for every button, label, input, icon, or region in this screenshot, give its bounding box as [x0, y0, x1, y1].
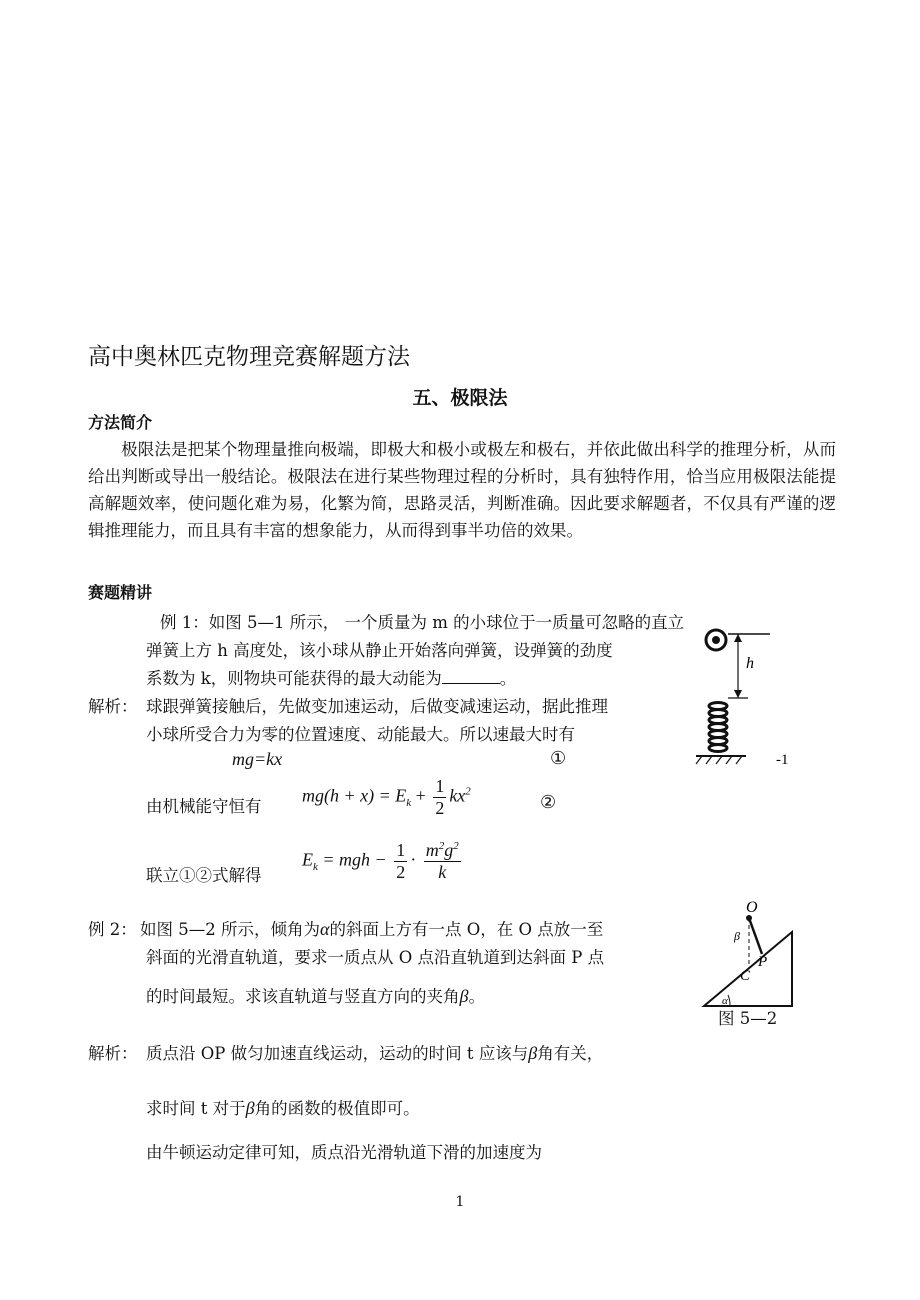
- example1-solution-label: 解析：: [88, 697, 138, 716]
- example2-line1: 如图 5—2 所示，倾角为α的斜面上方有一点 O，在 O 点放一至: [140, 919, 604, 939]
- answer-blank: [442, 669, 500, 684]
- energy-conservation-label: 由机械能守恒有: [146, 797, 262, 816]
- equation-2: $mg(h + x) = E_k$ + $\frac{1}{2}$ $kx^2$: [302, 776, 471, 818]
- equation-1: mg=kx: [232, 749, 283, 769]
- figure-5-1: [688, 626, 800, 776]
- section-title: 五、极限法: [412, 387, 508, 409]
- straight-track: [749, 918, 762, 954]
- m2g2-over-k: $\frac{m^2g^2}{k}$: [425, 840, 459, 882]
- label-p: P: [758, 954, 768, 970]
- half-fraction-2: $\frac{1}{2}$: [396, 840, 406, 882]
- intro-paragraph: 极限法是把某个物理量推向极端，即极大和极小或极左和极右，并依此做出科学的推理分析，从而给出判断或导出一般结论。极限法在进行某些物理过程的分析时，具有独特作用，恰当应用极限法能提高解题效率，使问题化难为易，化繁为简，思路灵活，判断准确。因此要求解题者，不仅具有严谨的逻辑推理能力，而且具有丰富的想象能力，从而得到事半功倍的效果。: [88, 440, 836, 540]
- example1-line3: 系数为 k，则物块可能获得的最大动能为 。: [146, 669, 517, 688]
- example1-solution-line2: 小球所受合力为零的位置速度、动能最大。所以速最大时有: [146, 725, 575, 744]
- ball-icon: [706, 630, 726, 650]
- example1-line1: 例 1：如图 5—1 所示， 一个质量为 m 的小球位于一质量可忽略的直立: [160, 613, 685, 632]
- example2-solution-line1: 质点沿 OP 做匀加速直线运动，运动的时间 t 应该与β角有关，: [146, 1043, 604, 1063]
- example2-line2: 斜面的光滑直轨道，要求一质点从 O 点沿直轨道到达斜面 P 点: [146, 948, 605, 967]
- example2-solution-line2: 求时间 t 对于β角的函数的极值即可。: [146, 1098, 420, 1118]
- label-c: C: [740, 968, 751, 984]
- example1-line2: 弹簧上方 h 高度处，该小球从静止开始落向弹簧，设弹簧的劲度: [146, 641, 613, 660]
- examples-heading: 赛题精讲: [88, 583, 153, 602]
- example2-label: 例 2：: [88, 920, 137, 939]
- example2-line3: 的时间最短。求该直轨道与竖直方向的夹角β。: [146, 986, 485, 1006]
- figure-5-2-caption: 图 5—2: [718, 1009, 778, 1028]
- half-fraction: $\frac{1}{2}$: [435, 776, 445, 818]
- ground-hatch: [696, 756, 742, 764]
- figure-5-1-caption: -1: [776, 752, 789, 768]
- example2-solution-label: 解析：: [88, 1044, 138, 1063]
- document-title: 高中奥林匹克物理竞赛解题方法: [88, 344, 410, 370]
- combine-label: 联立①②式解得: [146, 866, 262, 885]
- equation-2-marker: ②: [540, 792, 557, 813]
- label-o: O: [746, 899, 758, 916]
- page-number: 1: [455, 1194, 465, 1210]
- equation-1-marker: ①: [550, 748, 567, 769]
- equation-3: $E_k$ = mgh − $\frac{1}{2}$ · $\frac{m^2g^2}{k}$: [302, 840, 459, 882]
- example1-solution-line1: 球跟弹簧接触后，先做变加速运动，后做变减速运动，据此推理: [146, 697, 608, 716]
- method-heading: 方法简介: [88, 413, 153, 432]
- example2-solution-line3: 由牛顿运动定律可知，质点沿光滑轨道下滑的加速度为: [146, 1143, 542, 1162]
- spring-icon: [709, 703, 727, 752]
- figure-h-label: h: [746, 655, 754, 672]
- alpha-angle-label: α: [722, 995, 728, 1007]
- beta-angle-label: β: [734, 929, 740, 943]
